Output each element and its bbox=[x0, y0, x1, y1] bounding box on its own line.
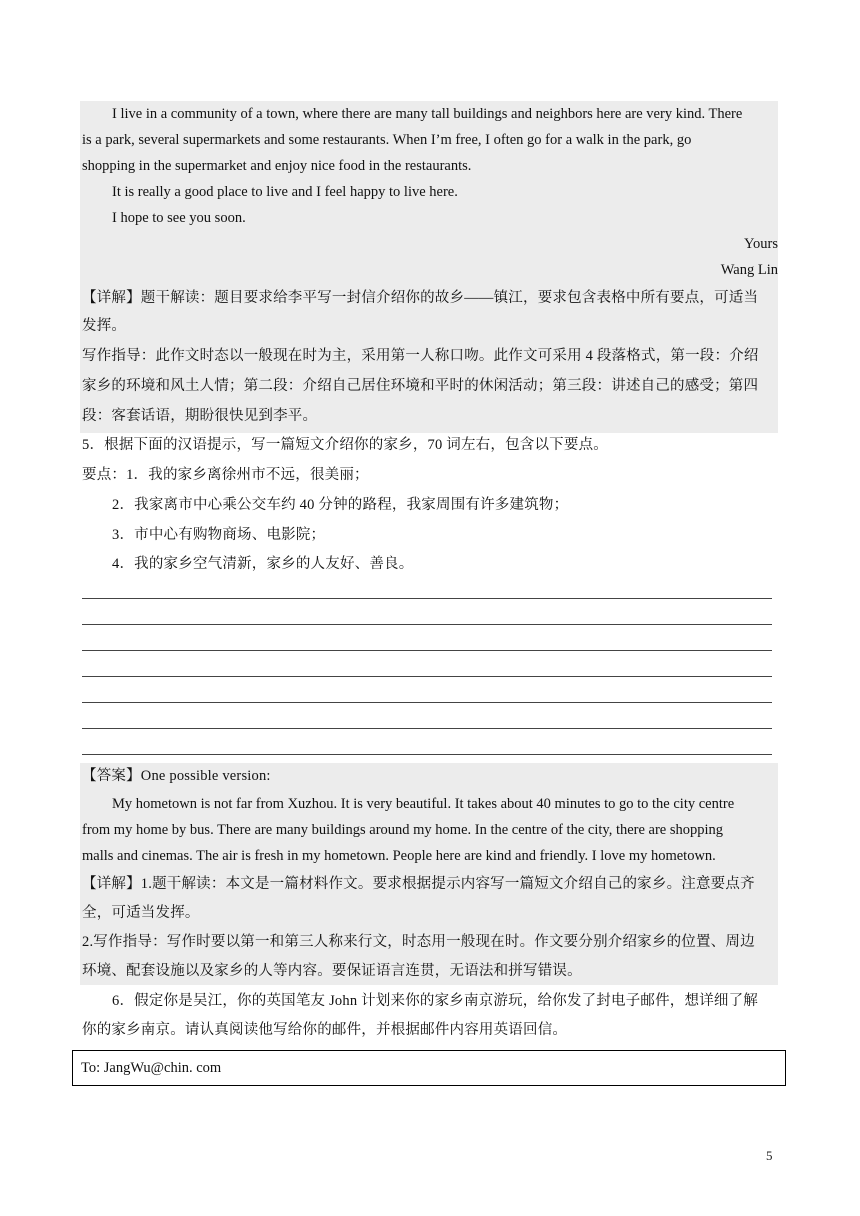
letter-paragraph-1-line-2: is a park, several supermarkets and some restaurants. When I’m free, I often go for a walk in the park, go bbox=[82, 132, 692, 148]
q4-explanation-line-1: 【详解】题干解读：题目要求给李平写一封信介绍你的故乡——镇江，要求包含表格中所有要点，可适当 bbox=[82, 290, 759, 306]
answer-blank-line bbox=[82, 676, 772, 677]
q5-point-1: 要点：1．我的家乡离徐州市不远，很美丽； bbox=[82, 467, 369, 483]
q5-explanation-line-3: 2.写作指导：写作时要以第一和第三人称来行文，时态用一般现在时。作文要分别介绍家乡的位置、周边 bbox=[82, 934, 755, 950]
q5-explanation-line-1: 【详解】1.题干解读：本文是一篇材料作文。要求根据提示内容写一篇短文介绍自己的家乡。注意要点齐 bbox=[82, 876, 755, 892]
letter-signature: Wang Lin bbox=[720, 262, 778, 278]
letter-paragraph-2: It is really a good place to live and I feel happy to live here. bbox=[112, 184, 458, 200]
answer-blank-line bbox=[82, 728, 772, 729]
q5-answer-line-3: malls and cinemas. The air is fresh in my hometown. People here are kind and friendly. I love my hometown. bbox=[82, 848, 716, 864]
q6-prompt-line-1: 6．假定你是吴江，你的英国笔友 John 计划来你的家乡南京游玩，给你发了封电子邮件，想详细了解 bbox=[112, 993, 758, 1009]
q6-prompt-line-2: 你的家乡南京。请认真阅读他写给你的邮件，并根据邮件内容用英语回信。 bbox=[82, 1022, 568, 1038]
q5-explanation-line-4: 环境、配套设施以及家乡的人等内容。要保证语言连贯，无语法和拼写错误。 bbox=[82, 963, 582, 979]
q4-explanation-line-3: 写作指导：此作文时态以一般现在时为主，采用第一人称口吻。此作文可采用 4 段落格式，第一段：介绍 bbox=[82, 348, 759, 364]
letter-paragraph-1-line-1: I live in a community of a town, where there are many tall buildings and neighbors here are very kind. There bbox=[112, 106, 743, 122]
letter-closing: Yours bbox=[744, 236, 778, 252]
q5-explanation-line-2: 全，可适当发挥。 bbox=[82, 905, 200, 921]
answer-blank-line bbox=[82, 624, 772, 625]
q5-point-4: 4．我的家乡空气清新，家乡的人友好、善良。 bbox=[112, 556, 414, 572]
q5-point-2: 2．我家离市中心乘公交车约 40 分钟的路程，我家周围有许多建筑物； bbox=[112, 497, 569, 513]
letter-paragraph-3: I hope to see you soon. bbox=[112, 210, 246, 226]
answer-blank-line bbox=[82, 702, 772, 703]
q5-point-3: 3．市中心有购物商场、电影院； bbox=[112, 527, 326, 543]
email-to-field: To: JangWu@chin. com bbox=[81, 1060, 222, 1076]
answer-blank-line bbox=[82, 754, 772, 755]
q5-answer-line-1: My hometown is not far from Xuzhou. It is very beautiful. It takes about 40 minutes to go to the city centre bbox=[112, 796, 735, 812]
q4-explanation-line-4: 家乡的环境和风土人情；第二段：介绍自己居住环境和平时的休闲活动；第三段：讲述自己的感受；第四 bbox=[82, 378, 759, 394]
page-number: 5 bbox=[766, 1148, 773, 1163]
q5-prompt: 5．根据下面的汉语提示，写一篇短文介绍你的家乡，70 词左右，包含以下要点。 bbox=[82, 437, 608, 453]
email-header-box bbox=[72, 1050, 786, 1086]
answer-blank-line bbox=[82, 650, 772, 651]
letter-paragraph-1-line-3: shopping in the supermarket and enjoy nice food in the restaurants. bbox=[82, 158, 472, 174]
q4-explanation-line-2: 发挥。 bbox=[82, 318, 127, 334]
q5-answer-label: 【答案】One possible version: bbox=[82, 768, 271, 784]
answer-blank-line bbox=[82, 598, 772, 599]
q5-answer-line-2: from my home by bus. There are many buildings around my home. In the centre of the city, there are shopping bbox=[82, 822, 724, 838]
q4-explanation-line-5: 段：客套话语，期盼很快见到李平。 bbox=[82, 408, 318, 424]
